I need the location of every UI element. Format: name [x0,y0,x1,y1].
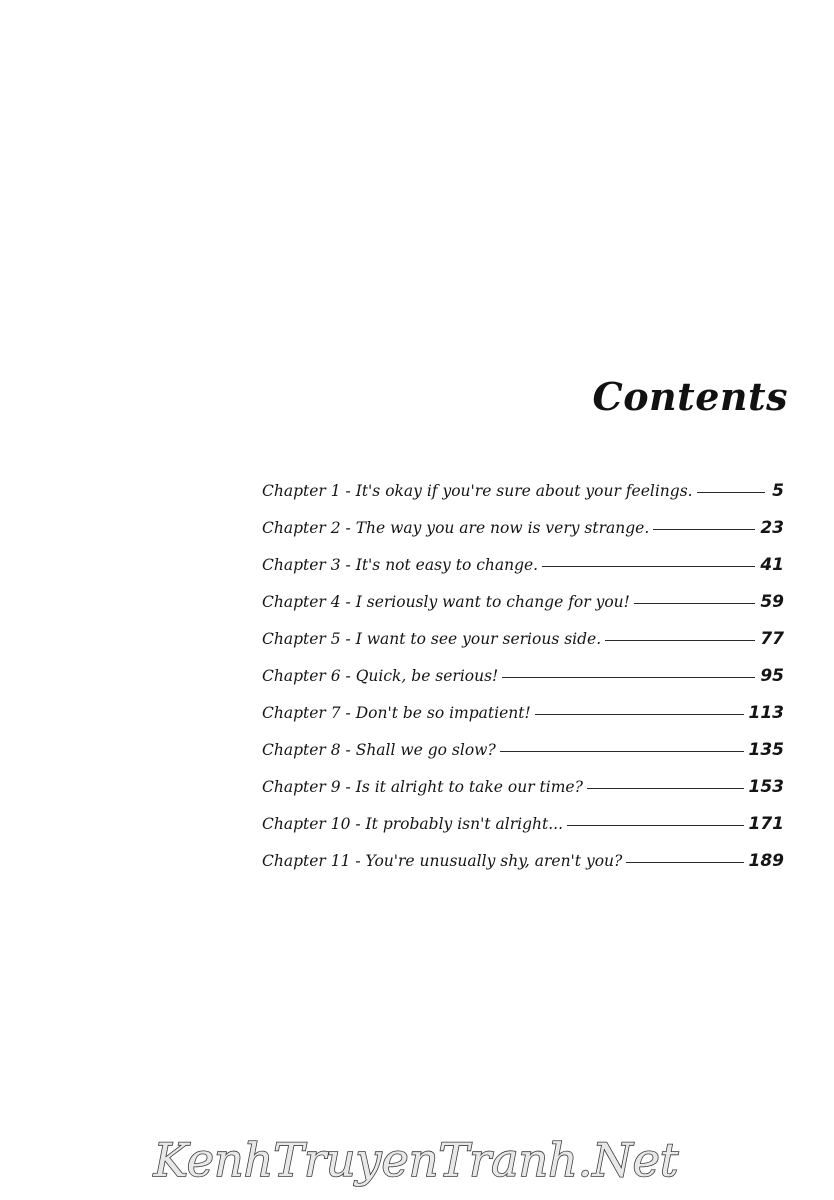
chapter-title: Chapter 1 - It's okay if you're sure about your feelings. [262,481,693,500]
leader-line [626,862,743,863]
chapter-title: Chapter 2 - The way you are now is very strange. [262,518,650,537]
contents-heading: Contents [592,374,788,419]
table-of-contents [262,472,784,879]
page-number: 189 [748,850,784,871]
leader-line [634,603,755,604]
toc-entry [262,583,784,620]
toc-entry [262,694,784,731]
leader-line [502,677,755,678]
page-number: 23 [760,517,784,538]
chapter-title: Chapter 7 - Don't be so impatient! [262,703,531,722]
toc-entry [262,620,784,657]
toc-entry [262,842,784,879]
chapter-title: Chapter 4 - I seriously want to change for you! [262,592,630,611]
leader-line [697,492,765,493]
chapter-title: Chapter 3 - It's not easy to change. [262,555,539,574]
toc-entry [262,657,784,694]
page-number: 41 [760,554,784,575]
watermark-text: KenhTruyenTranh.Net [153,1133,679,1187]
leader-line [535,714,744,715]
leader-line [653,529,755,530]
page-number: 113 [748,702,784,723]
page-number: 153 [748,776,784,797]
page-number: 5 [772,480,784,501]
leader-line [542,566,755,567]
leader-line [587,788,744,789]
page-number: 135 [748,739,784,760]
leader-line [500,751,744,752]
chapter-title: Chapter 10 - It probably isn't alright... [262,814,564,833]
toc-entry [262,509,784,546]
toc-entry [262,546,784,583]
toc-entry [262,731,784,768]
page-number: 77 [760,628,784,649]
watermark-logo [116,1130,716,1190]
toc-entry [262,472,784,509]
chapter-title: Chapter 9 - Is it alright to take our time? [262,777,583,796]
page-number: 171 [748,813,784,834]
chapter-title: Chapter 6 - Quick, be serious! [262,666,499,685]
leader-line [567,825,743,826]
chapter-title: Chapter 5 - I want to see your serious side. [262,629,602,648]
leader-line [605,640,755,641]
page-number: 59 [760,591,784,612]
toc-entry [262,768,784,805]
chapter-title: Chapter 8 - Shall we go slow? [262,740,496,759]
page-number: 95 [760,665,784,686]
toc-entry [262,805,784,842]
chapter-title: Chapter 11 - You're unusually shy, aren't you? [262,851,623,870]
